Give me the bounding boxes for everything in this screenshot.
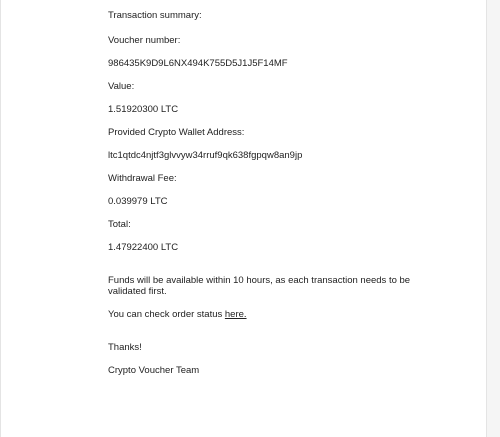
thanks-text: Thanks! [108, 342, 142, 353]
voucher-label: Voucher number: [108, 35, 181, 46]
value-amount: 1.51920300 LTC [108, 104, 179, 115]
total-amount: 1.47922400 LTC [108, 242, 179, 253]
status-line [108, 309, 438, 320]
funds-notice: Funds will be available within 10 hours, as each transaction needs to be validated first. [108, 275, 411, 297]
order-status-link[interactable]: here. [224, 309, 247, 320]
fee-amount: 0.039979 LTC [108, 196, 168, 207]
summary-heading: Transaction summary: [108, 10, 202, 21]
voucher-number: 986435K9D9L6NX494K755D5J1J5F14MF [108, 58, 288, 69]
wallet-address: ltc1qtdc4njtf3glvvyw34rruf9qk638fgpqw8an9jp [108, 150, 303, 161]
wallet-label: Provided Crypto Wallet Address: [108, 127, 245, 138]
value-label: Value: [108, 81, 135, 92]
status-prefix: You can check order status [108, 309, 225, 320]
email-content [108, 10, 438, 376]
signature: Crypto Voucher Team [108, 365, 200, 376]
total-label: Total: [108, 219, 131, 230]
fee-label: Withdrawal Fee: [108, 173, 177, 184]
